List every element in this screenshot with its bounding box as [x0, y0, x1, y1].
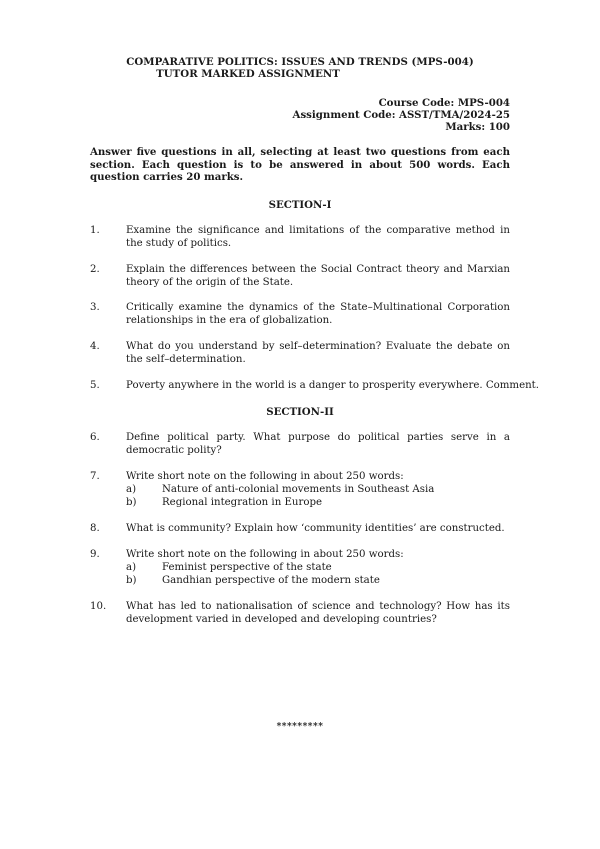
sub-item-text: Feminist perspective of the state: [162, 562, 332, 573]
sub-item-label: b): [126, 575, 137, 586]
question-number: 1.: [90, 225, 100, 236]
question-text: Critically examine the dynamics of the State–Multinational Corporation relationships in the era of globalization.: [126, 302, 510, 326]
question-number: 10.: [90, 601, 107, 612]
course-code: Course Code: MPS-004: [378, 97, 510, 109]
question-text: Define political party. What purpose do political parties serve in a democratic polity?: [126, 432, 510, 456]
question-text: Examine the significance and limitations of the comparative method in the study of politics.: [126, 225, 510, 249]
document-title: COMPARATIVE POLITICS: ISSUES AND TRENDS (MPS-004): [126, 56, 474, 68]
question-text: Poverty anywhere in the world is a danger to prosperity everywhere. Comment.: [126, 380, 540, 391]
question-text: Write short note on the following in about 250 words:: [126, 471, 404, 482]
question-text: Write short note on the following in about 250 words:: [126, 549, 404, 560]
sub-item-label: a): [126, 562, 137, 573]
question-number: 2.: [90, 264, 100, 275]
document-subtitle: TUTOR MARKED ASSIGNMENT: [156, 68, 340, 80]
question-text: What is community? Explain how ‘community identities’ are constructed.: [126, 523, 505, 534]
question-number: 3.: [90, 302, 100, 313]
section-heading: SECTION-I: [268, 199, 332, 211]
sub-item-label: b): [126, 497, 137, 508]
sub-item-text: Gandhian perspective of the modern state: [162, 575, 380, 586]
question-number: 7.: [90, 471, 100, 482]
question-number: 5.: [90, 380, 100, 391]
end-marker: *********: [276, 722, 324, 732]
marks: Marks: 100: [445, 121, 510, 133]
question-text: Explain the differences between the Social Contract theory and Marxian theory of the origin of the State.: [126, 264, 510, 288]
sub-item-label: a): [126, 484, 137, 495]
question-number: 4.: [90, 341, 100, 352]
section-heading: SECTION-II: [266, 406, 334, 418]
question-text: What has led to nationalisation of science and technology? How has its development varied in developed and developing countries?: [126, 601, 510, 625]
question-number: 6.: [90, 432, 100, 443]
sub-item-text: Regional integration in Europe: [162, 497, 323, 508]
question-number: 8.: [90, 523, 100, 534]
question-text: What do you understand by self–determination? Evaluate the debate on the self–determination.: [126, 341, 510, 365]
sub-item-text: Nature of anti-colonial movements in Southeast Asia: [162, 484, 435, 495]
question-number: 9.: [90, 549, 100, 560]
instructions: Answer five questions in all, selecting at least two questions from each section. Each question is to be answered in about 500 words. Each question carries 20 marks.: [90, 146, 510, 183]
assignment-code: Assignment Code: ASST/TMA/2024-25: [292, 109, 510, 121]
